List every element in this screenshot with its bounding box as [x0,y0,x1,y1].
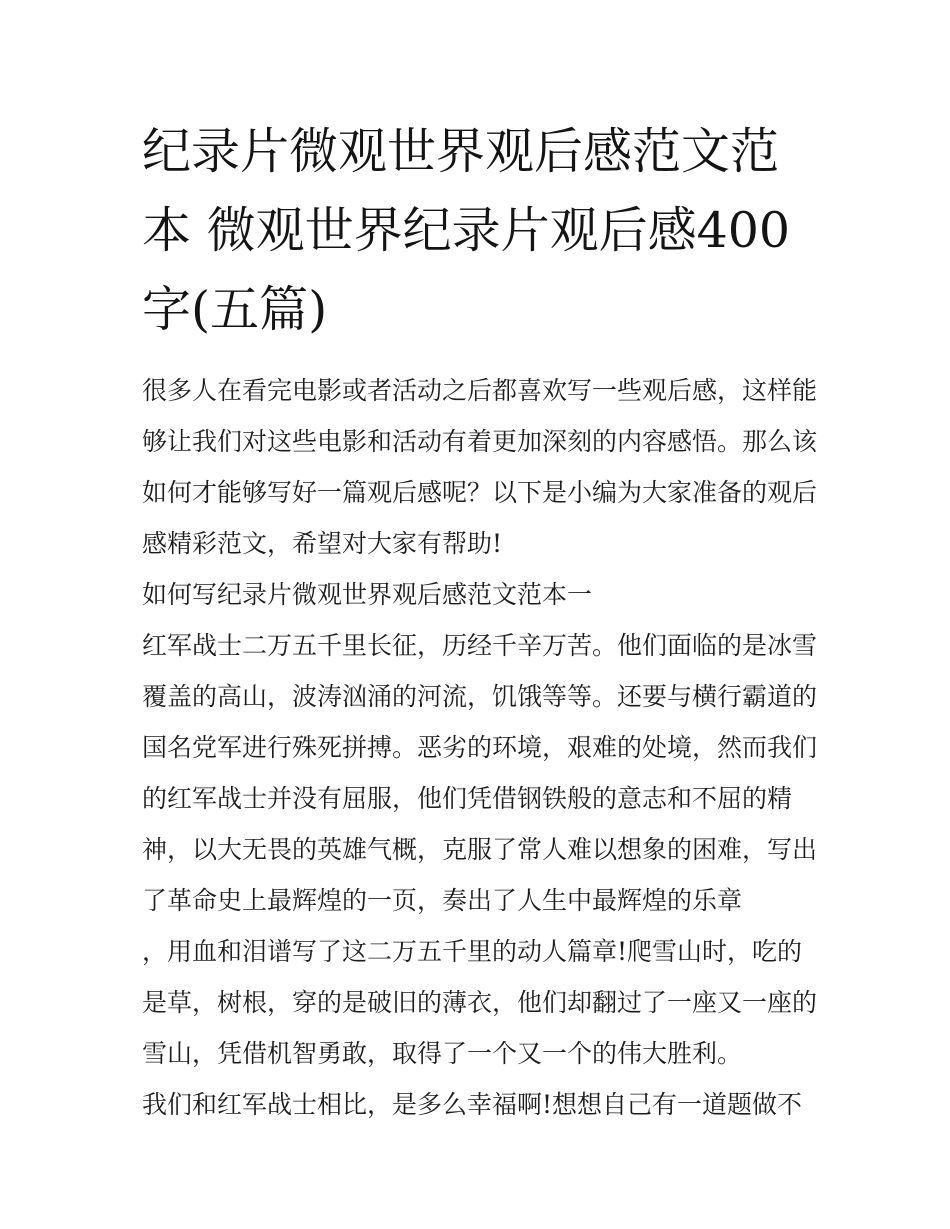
paragraph-line: 覆盖的高山，波涛汹涌的河流，饥饿等等。还要与横行霸道的 [142,682,818,711]
paragraph-line: 的红军战士并没有屈服，他们凭借钢铁般的意志和不屈的精 [142,784,793,813]
intro-line: 很多人在看完电影或者活动之后都喜欢写一些观后感，这样能 [142,376,818,405]
document-body [142,365,818,1130]
intro-line: 感精彩范文，希望对大家有帮助! [142,529,503,558]
paragraph-line: 是草，树根，穿的是破旧的薄衣，他们却翻过了一座又一座的 [142,988,818,1017]
intro-paragraph [142,365,818,569]
intro-line: 够让我们对这些电影和活动有着更加深刻的内容感悟。那么该 [142,427,818,456]
paragraph-2 [142,1079,814,1130]
paragraph-line: 我们和红军战士相比，是多么幸福啊!想想自己有一道题做不 [142,1090,803,1119]
intro-line: 如何才能够写好一篇观后感呢？以下是小编为大家准备的观后 [142,478,818,507]
paragraph-line: 神，以大无畏的英雄气概，克服了常人难以想象的困难，写出 [142,835,818,864]
paragraph-line: 了革命史上最辉煌的一页，奏出了人生中最辉煌的乐章 [142,886,743,915]
paragraph-1 [142,620,818,1079]
document-page [142,112,818,1130]
paragraph-line: ，用血和泪谱写了这二万五千里的动人篇章!爬雪山时，吃的 [142,937,803,966]
title-line-1: 纪录片微观世界观后感范文范 [142,123,780,180]
section-heading: 如何写纪录片微观世界观后感范文范本一 [142,580,593,609]
paragraph-line: 红军战士二万五千里长征，历经千辛万苦。他们面临的是冰雪 [142,631,818,660]
title-line-2: 本 微观世界纪录片观后感400 [142,202,791,259]
title-line-3: 字(五篇) [142,281,328,338]
paragraph-line: 国名党军进行殊死拼搏。恶劣的环境，艰难的处境，然而我们 [142,733,818,762]
document-title [142,112,814,349]
paragraph-line: 雪山，凭借机智勇敢，取得了一个又一个的伟大胜利。 [142,1039,743,1068]
